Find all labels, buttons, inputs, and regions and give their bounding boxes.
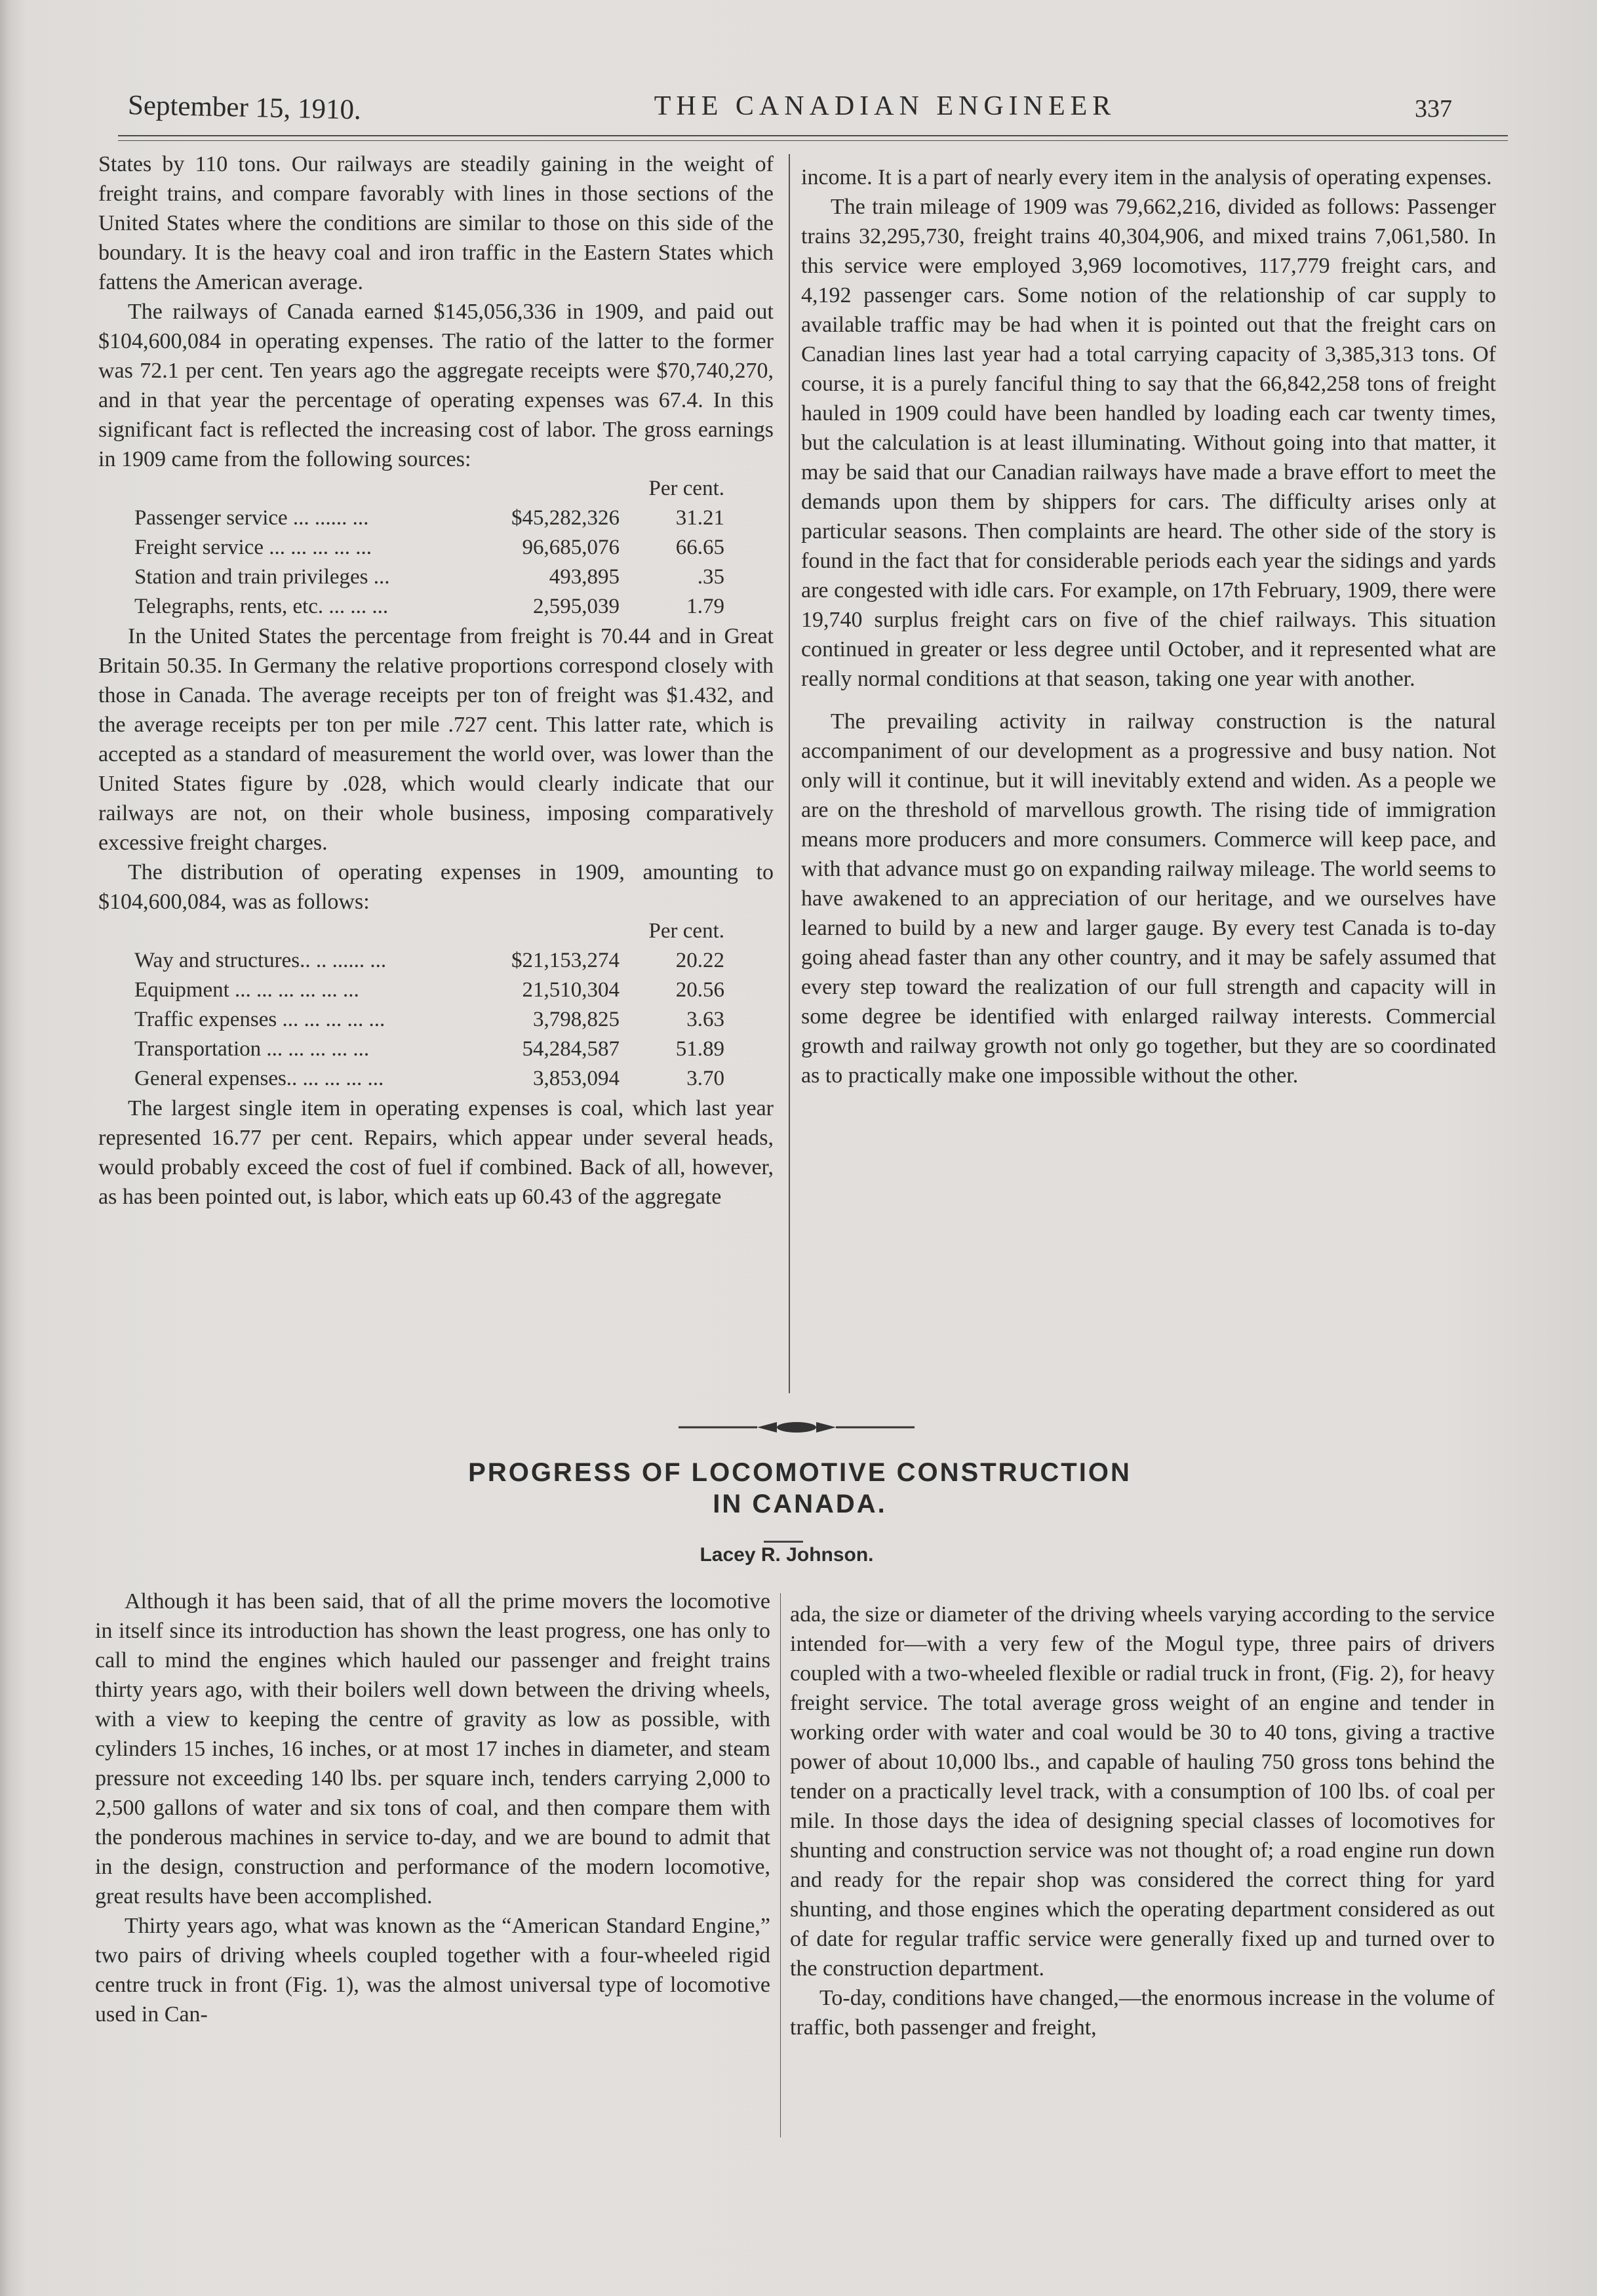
row-amount: 54,284,587 [522, 1037, 620, 1061]
row-label: Traffic expenses ... ... ... ... ... [134, 1008, 385, 1031]
row-amount: $45,282,326 [511, 506, 620, 530]
issue-date: September 15, 1910. [127, 90, 362, 126]
page-number: 337 [1415, 95, 1452, 123]
row-amount: $21,153,274 [511, 949, 620, 972]
row-amount: 3,798,825 [533, 1008, 620, 1031]
header-rule-bottom [118, 140, 1508, 141]
row-percent: 1.79 [686, 595, 724, 618]
paragraph: The largest single item in operating expenses is coal, which last year represented 16.77 per cent. Repairs, which appear under several heads, would probably exceed the cost of fuel if combined. Back of all, however, as has been pointed out, is labor, which eats up 60.43 of the aggregate [98, 1096, 774, 1209]
row-label: Equipment ... ... ... ... ... ... [134, 978, 359, 1002]
left-column [98, 149, 774, 1212]
article-left-column [95, 1587, 770, 2029]
article-title [393, 1457, 1206, 1520]
column-divider [789, 154, 790, 1393]
table-row [134, 1005, 738, 1035]
right-column [801, 163, 1496, 1090]
article-column-divider [780, 1593, 781, 2137]
row-label: Transportation ... ... ... ... ... [134, 1037, 370, 1061]
row-percent: 31.21 [675, 506, 724, 530]
row-percent: 66.65 [675, 536, 724, 559]
row-amount: 3,853,094 [533, 1067, 620, 1090]
row-percent: 3.63 [686, 1008, 724, 1031]
header-rule-top [118, 135, 1508, 136]
row-percent: 51.89 [675, 1037, 724, 1061]
row-label: General expenses.. ... ... ... ... [134, 1067, 384, 1090]
table-row [134, 1035, 738, 1064]
row-label: Way and structures.. .. ...... ... [134, 949, 387, 972]
article-right-column [790, 1600, 1495, 2042]
row-percent: .35 [697, 565, 724, 589]
row-amount: 2,595,039 [533, 595, 620, 618]
table-row [134, 946, 738, 976]
row-percent: 3.70 [686, 1067, 724, 1090]
row-percent: 20.56 [675, 978, 724, 1002]
row-amount: 21,510,304 [522, 978, 620, 1002]
row-amount: 493,895 [549, 565, 620, 589]
paragraph: To-day, conditions have changed,—the enormous increase in the volume of traffic, both passenger and freight, [790, 1986, 1495, 2040]
running-header [128, 84, 1518, 130]
expenses-table [134, 917, 738, 1094]
paragraph: The prevailing activity in railway construction is the natural accompaniment of our development as a progressive and busy nation. Not only will it continue, but it will inevitably extend and widen. As a people we are on the threshold of marvellous growth. The rising tide of immigration means more producers and more consumers. Commerce will keep pace, and with that advance must go on expanding railway mileage. The world seems to have awakened to an appreciation of our heritage, and we ourselves have learned to build by a new and larger gauge. By every test Canada is to-day going ahead faster than any other country, and it may be safely assumed that every step toward the realization of our full strength and capacity will in some degree be identified with enlarged railway interests. Commercial growth and railway growth not only go together, but they are so coordinated as to practically make one impossible without the other. [801, 709, 1496, 1088]
row-label: Station and train privileges ... [134, 565, 390, 589]
table-row [134, 976, 738, 1005]
article-title-line: PROGRESS OF LOCOMOTIVE CONSTRUCTION [468, 1458, 1132, 1487]
paragraph: Although it has been said, that of all the prime movers the locomotive in itself since its introduction has shown the least progress, one has only to call to mind the engines which hauled our passenger and freight trains thirty years ago, with their boilers well down between the driving wheels, with a view to keeping the centre of gravity as low as possible, with cylinders 15 inches, 16 inches, or at most 17 inches in diameter, and steam pressure not exceeding 140 lbs. per square inch, tenders carrying 2,000 to 2,500 gallons of water and six tons of coal, and then compare them with the ponderous machines in service to-day, and we are bound to admit that in the design, construction and performance of the modern locomotive, great results have been accomplished. [95, 1589, 770, 1909]
article-author: Lacey R. Johnson. [700, 1544, 874, 1566]
row-percent: 20.22 [675, 949, 724, 972]
row-label: Telegraphs, rents, etc. ... ... ... [134, 595, 389, 618]
journal-title: THE CANADIAN ENGINEER [654, 91, 1116, 121]
paragraph: The train mileage of 1909 was 79,662,216, divided as follows: Passenger trains 32,295,730, freight trains 40,304,906, and mixed trains 7,061,580. In this service were employed 3,969 locomotives, 117,779 freight cars, and 4,192 passenger cars. Some notion of the relationship of car supply to available traffic may be had when it is pointed out that the freight cars on Canadian lines last year had a total carrying capacity of 3,385,313 tons. Of course, it is a purely fanciful thing to say that the 66,842,258 tons of freight hauled in 1909 could have been handled by loading each car twenty times, but the calculation is at least illuminating. Without going into that matter, it may be said that our Canadian railways have made a brave effort to meet the demands upon them by shippers for cars. The difficulty arises only at particular seasons. Then complaints are heard. The other side of the story is found in the fact that for considerable periods each year the sidings and yards are congested with idle cars. For example, on 17th February, 1909, there were 19,740 surplus freight cars on five of the chief railways. This situation continued in greater or less degree until October, and it represented what are really normal conditions at that season, taking one year with another. [801, 195, 1496, 691]
paragraph: States by 110 tons. Our railways are steadily gaining in the weight of freight trains, and compare favorably with lines in those sections of the United States where the conditions are similar to those on this side of the boundary. It is the heavy coal and iron traffic in the Eastern States which fattens the American average. [98, 152, 774, 294]
paragraph: ada, the size or diameter of the driving wheels varying according to the service intended for—with a very few of the Mogul type, three pairs of drivers coupled with a two-wheeled flexible or radial truck in front, (Fig. 2), for heavy freight service. The total average gross weight of an engine and tender in working order with water and coal would be 30 to 40 tons, giving a tractive power of about 10,000 lbs., and capable of hauling 750 gross tons behind the tender on a practically level track, with a consumption of 100 lbs. of coal per mile. In those days the idea of designing special classes of locomotives for shunting and construction service was not thought of; a road engine run down and ready for the repair shop was considered the correct thing for yard shunting, and those engines which the operating department considered as out of date for regular traffic service were generally fixed up and turned over to the construction department. [790, 1602, 1495, 1981]
paragraph: The distribution of operating expenses in 1909, amounting to $104,600,084, was as follows: [98, 860, 774, 914]
earnings-table [134, 474, 738, 622]
title-rule [764, 1541, 803, 1543]
paragraph: The railways of Canada earned $145,056,336 in 1909, and paid out $104,600,084 in operating expenses. The ratio of the latter to the former was 72.1 per cent. Ten years ago the aggregate receipts were $70,740,270, and in that year the percentage of operating expenses was 67.4. In this significant fact is reflected the increasing cost of labor. The gross earnings in 1909 came from the following sources: [98, 300, 774, 471]
row-label: Freight service ... ... ... ... ... [134, 536, 372, 559]
table-row [134, 563, 738, 592]
row-amount: 96,685,076 [522, 536, 620, 559]
row-label: Passenger service ... ...... ... [134, 506, 369, 530]
paragraph: In the United States the percentage from freight is 70.44 and in Great Britain 50.35. In Germany the relative proportions correspond closely with those in Canada. The average receipts per ton of freight was $1.432, and the average receipts per ton per mile .727 cent. This latter rate, which is accepted as a standard of measurement the world over, was lower than the United States figure by .028, which would clearly indicate that our railways are not, on their whole business, imposing comparatively excessive freight charges. [98, 624, 774, 855]
paragraph: Thirty years ago, what was known as the “American Standard Engine,” two pairs of driving wheels coupled together with a four-wheeled rigid centre truck in front (Fig. 1), was the almost universal type of locomotive used in Can- [95, 1914, 770, 2027]
table-row [134, 1064, 738, 1094]
article-title-line: IN CANADA. [713, 1490, 887, 1518]
table-row [134, 592, 738, 622]
table-row [134, 533, 738, 563]
paragraph: income. It is a part of nearly every item in the analysis of operating expenses. [801, 165, 1492, 189]
section-ornament [679, 1419, 915, 1435]
percent-header: Per cent. [648, 919, 724, 943]
percent-header: Per cent. [648, 477, 724, 500]
table-row [134, 504, 738, 533]
